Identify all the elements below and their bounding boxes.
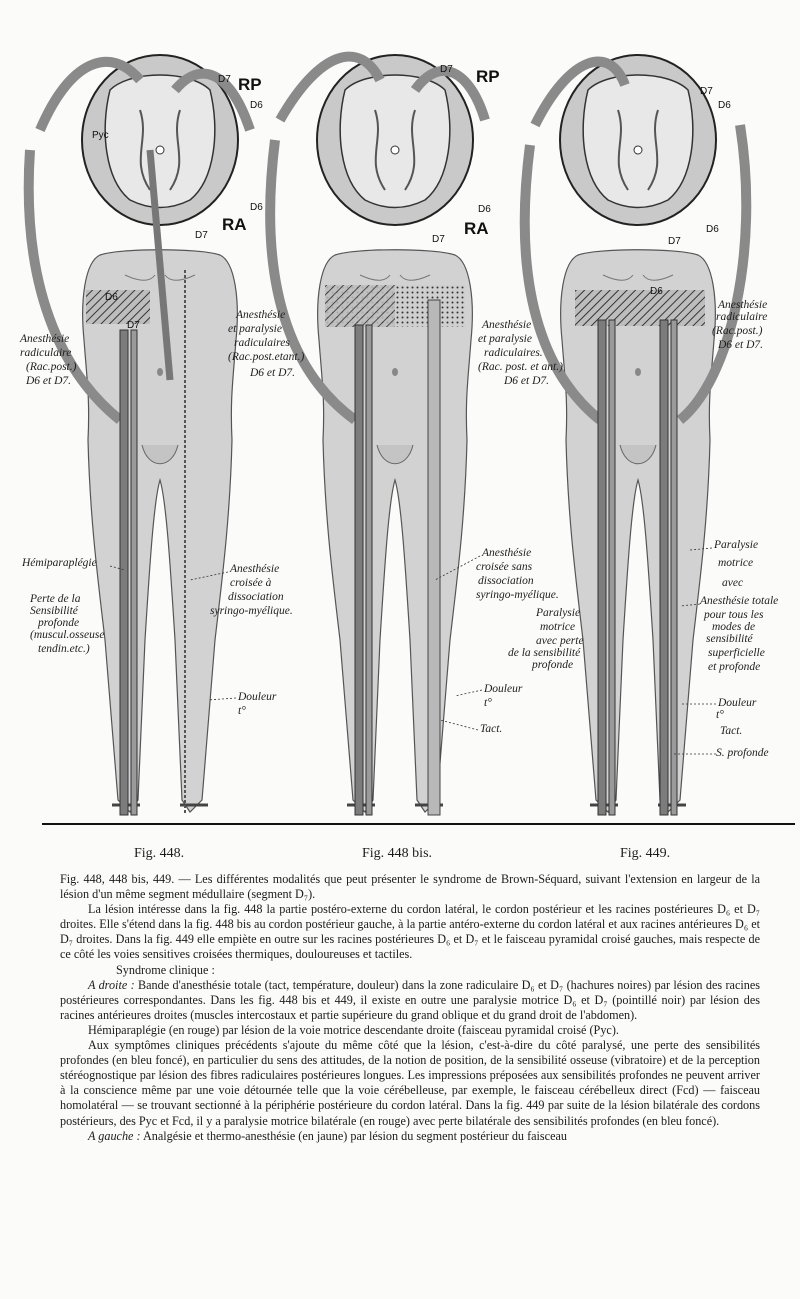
label-d7: D7 xyxy=(668,236,681,247)
svg-text:Anesthésie: Anesthésie xyxy=(718,299,768,311)
svg-text:D6 et D7.: D6 et D7. xyxy=(718,339,764,351)
caption-fig-448-bis: Fig. 448 bis. xyxy=(362,846,433,861)
svg-text:Anesthésie: Anesthésie xyxy=(20,333,70,345)
label-d7: D7 xyxy=(127,320,140,331)
svg-text:profonde: profonde xyxy=(532,659,574,671)
label-d7: D7 xyxy=(218,74,231,85)
body-text xyxy=(60,872,760,1144)
label-d6: D6 xyxy=(706,224,719,235)
paragraph: Hémiparaplégie (en rouge) par lésion de la voie motrice descendante droite (faisceau pyramidal croisé (Pyc). xyxy=(88,1022,619,1037)
svg-text:dissociation: dissociation xyxy=(228,591,284,603)
svg-text:t°: t° xyxy=(716,709,724,721)
svg-text:avec: avec xyxy=(722,577,744,589)
label-ra: RA xyxy=(222,215,247,234)
paragraph: Aux symptômes cliniques précédents s'ajoute du même côté que la lésion, c'est-à-dire du côté paralysé, une perte des sensibilités profondes (en bleu foncé), en particulier du sens des attitudes, de la notion de position, de la sensibilité osseuse (vibratoire) et de la perception stéréognostique par lésion des fibres radiculaires postérieures longues. Les impressions préposées aux sensibilités profondes ne peuvent arriver à la conscience même par une voie détournée telle que la voie cérébelleuse, par exemple, le faisceau cérébelleux direct (Fcd) — faisceau homolatéral — se trouvant sectionné à la périphérie postérieure du cordon latéral. Dans la fig. 449 par suite de la lésion bilatérale des cordons postérieurs, des Pyc et Fcd, il y a paralysie motrice bilatérale (en rouge) avec perte bilatérale des sensibilités profondes (en bleu foncé). xyxy=(60,1038,760,1128)
figure-448 xyxy=(29,55,250,815)
svg-text:(Rac.post.): (Rac.post.) xyxy=(712,325,763,337)
svg-text:radiculaire: radiculaire xyxy=(716,311,768,323)
label-d7: D7 xyxy=(700,86,713,97)
svg-text:Sensibilité: Sensibilité xyxy=(30,605,78,617)
svg-text:Tact.: Tact. xyxy=(720,725,743,737)
svg-text:et paralysie: et paralysie xyxy=(228,323,282,335)
svg-text:Anesthésie: Anesthésie xyxy=(482,319,532,331)
label-douleur-tact xyxy=(480,683,523,735)
svg-text:tendin.etc.): tendin.etc.) xyxy=(38,643,90,655)
figure-caption-paragraph: Fig. 448, 448 bis, 449. — Les différentes modalités que peut présenter le syndrome de Brown-Séquard, suivant l'extension en largeur de la lésion d'un même segment médullaire (segment D₇). xyxy=(60,872,760,902)
svg-text:superficielle: superficielle xyxy=(708,647,765,659)
label-rp: RP xyxy=(238,75,262,94)
svg-text:Perte de la: Perte de la xyxy=(30,593,81,605)
svg-text:(muscul.osseuse: (muscul.osseuse xyxy=(30,629,105,641)
label-d6: D6 xyxy=(250,202,263,213)
label-d6: D6 xyxy=(105,292,118,303)
svg-text:S. profonde: S. profonde xyxy=(716,747,769,759)
svg-text:Douleur: Douleur xyxy=(238,691,277,703)
svg-text:Douleur: Douleur xyxy=(484,683,523,695)
svg-text:(Rac.post.etant.): (Rac.post.etant.) xyxy=(228,351,305,363)
svg-text:avec perte: avec perte xyxy=(536,635,584,647)
label-d6: D6 xyxy=(478,204,491,215)
svg-text:croisée à: croisée à xyxy=(230,577,272,589)
paragraph: La lésion intéresse dans la fig. 448 la partie postéro-externe du cordon latéral, le cordon postérieur et les racines postérieures D₆ et D₇ droites. Elle s'étend dans la fig. 448 bis au cordon postérieur gauche, à la partie antéro-externe du cordon latéral et aux racines antérieures D₆ et D₇ droites. Dans la fig. 449 elle empiète en outre sur les racines postérieures D₆ et D₇ et le faisceau pyramidal croisé gauches, mais respecte de ce côté les voies sensitives croisées thermiques, douloureuses et tactiles. xyxy=(60,902,760,962)
svg-text:Anesthésie: Anesthésie xyxy=(230,563,280,575)
svg-text:profonde: profonde xyxy=(38,617,80,629)
svg-text:modes de: modes de xyxy=(712,621,756,633)
svg-text:croisée sans: croisée sans xyxy=(476,561,533,573)
svg-text:radiculaire: radiculaire xyxy=(20,347,72,359)
svg-text:Anesthésie: Anesthésie xyxy=(236,309,286,321)
label-paralysie-motrice xyxy=(508,607,584,671)
label-douleur xyxy=(237,691,277,717)
figure-448-bis xyxy=(270,55,485,815)
svg-text:(Rac. post. et ant.): (Rac. post. et ant.) xyxy=(478,361,563,373)
caption-fig-449: Fig. 449. xyxy=(620,846,671,861)
svg-text:motrice: motrice xyxy=(718,557,754,569)
svg-text:motrice: motrice xyxy=(540,621,576,633)
label-d6: D6 xyxy=(718,100,731,111)
svg-text:Douleur: Douleur xyxy=(718,697,757,709)
svg-text:t°: t° xyxy=(238,705,246,717)
svg-text:radiculaires: radiculaires xyxy=(234,337,290,349)
label-d7: D7 xyxy=(432,234,445,245)
label-anesthesie-totale xyxy=(699,595,778,673)
svg-text:D6 et D7.: D6 et D7. xyxy=(504,375,550,387)
paragraph: A droite : Bande d'anesthésie totale (tact, température, douleur) dans la zone radiculaire D₆ et D₇ (hachures noires) par lésion des racines postérieures correspondantes. Dans les fig. 448 bis et 449, il existe en outre une paralysie motrice D₆ et D₇ (pointillé noir) par lésion des racines antérieures droites (muscles intercostaux et partie supérieure du grand oblique et du grand droit de l'abdomen). xyxy=(60,977,760,1022)
svg-text:radiculaires.: radiculaires. xyxy=(484,347,543,359)
label-pyc: Pyc xyxy=(92,130,109,141)
label-d7: D7 xyxy=(440,64,453,75)
label-d6: D6 xyxy=(650,286,663,297)
section-heading: Syndrome clinique : xyxy=(116,962,215,977)
svg-text:syringo-myélique.: syringo-myélique. xyxy=(210,605,293,617)
label-d7: D7 xyxy=(195,230,208,241)
svg-text:(Rac.post.): (Rac.post.) xyxy=(26,361,77,373)
svg-text:t°: t° xyxy=(484,697,492,709)
svg-text:D6 et D7.: D6 et D7. xyxy=(250,367,296,379)
svg-text:Anesthésie: Anesthésie xyxy=(482,547,532,559)
svg-text:Paralysie: Paralysie xyxy=(714,539,759,551)
svg-text:Paralysie: Paralysie xyxy=(536,607,581,619)
caption-fig-448: Fig. 448. xyxy=(134,846,185,861)
label-rp: RP xyxy=(476,67,500,86)
label-ra: RA xyxy=(464,219,489,238)
svg-text:dissociation: dissociation xyxy=(478,575,534,587)
svg-text:pour tous les: pour tous les xyxy=(704,609,764,621)
label-paralysie-motrice-2 xyxy=(713,539,758,589)
svg-text:et paralysie: et paralysie xyxy=(478,333,532,345)
paragraph: A gauche : Analgésie et thermo-anesthésie (en jaune) par lésion du segment postérieur du faisceau xyxy=(88,1128,567,1143)
svg-text:Tact.: Tact. xyxy=(480,723,503,735)
figure-449 xyxy=(525,55,747,815)
svg-text:de la sensibilité: de la sensibilité xyxy=(508,647,581,659)
label-d6: D6 xyxy=(250,100,263,111)
svg-text:Anesthésie totale: Anesthésie totale xyxy=(700,595,779,607)
svg-text:syringo-myélique.: syringo-myélique. xyxy=(476,589,559,601)
label-anesthesie-croisee-sans xyxy=(476,547,559,601)
label-hemiparaplegie: Hémiparaplégie xyxy=(22,557,97,569)
svg-text:D6 et D7.: D6 et D7. xyxy=(26,375,72,387)
label-anesthesie-radiculaire-2 xyxy=(712,299,767,351)
svg-text:sensibilité: sensibilité xyxy=(706,633,753,645)
svg-text:et profonde: et profonde xyxy=(708,661,761,673)
label-douleur-tact-sprofonde xyxy=(716,697,769,759)
label-perte-sensibilite xyxy=(29,593,104,655)
